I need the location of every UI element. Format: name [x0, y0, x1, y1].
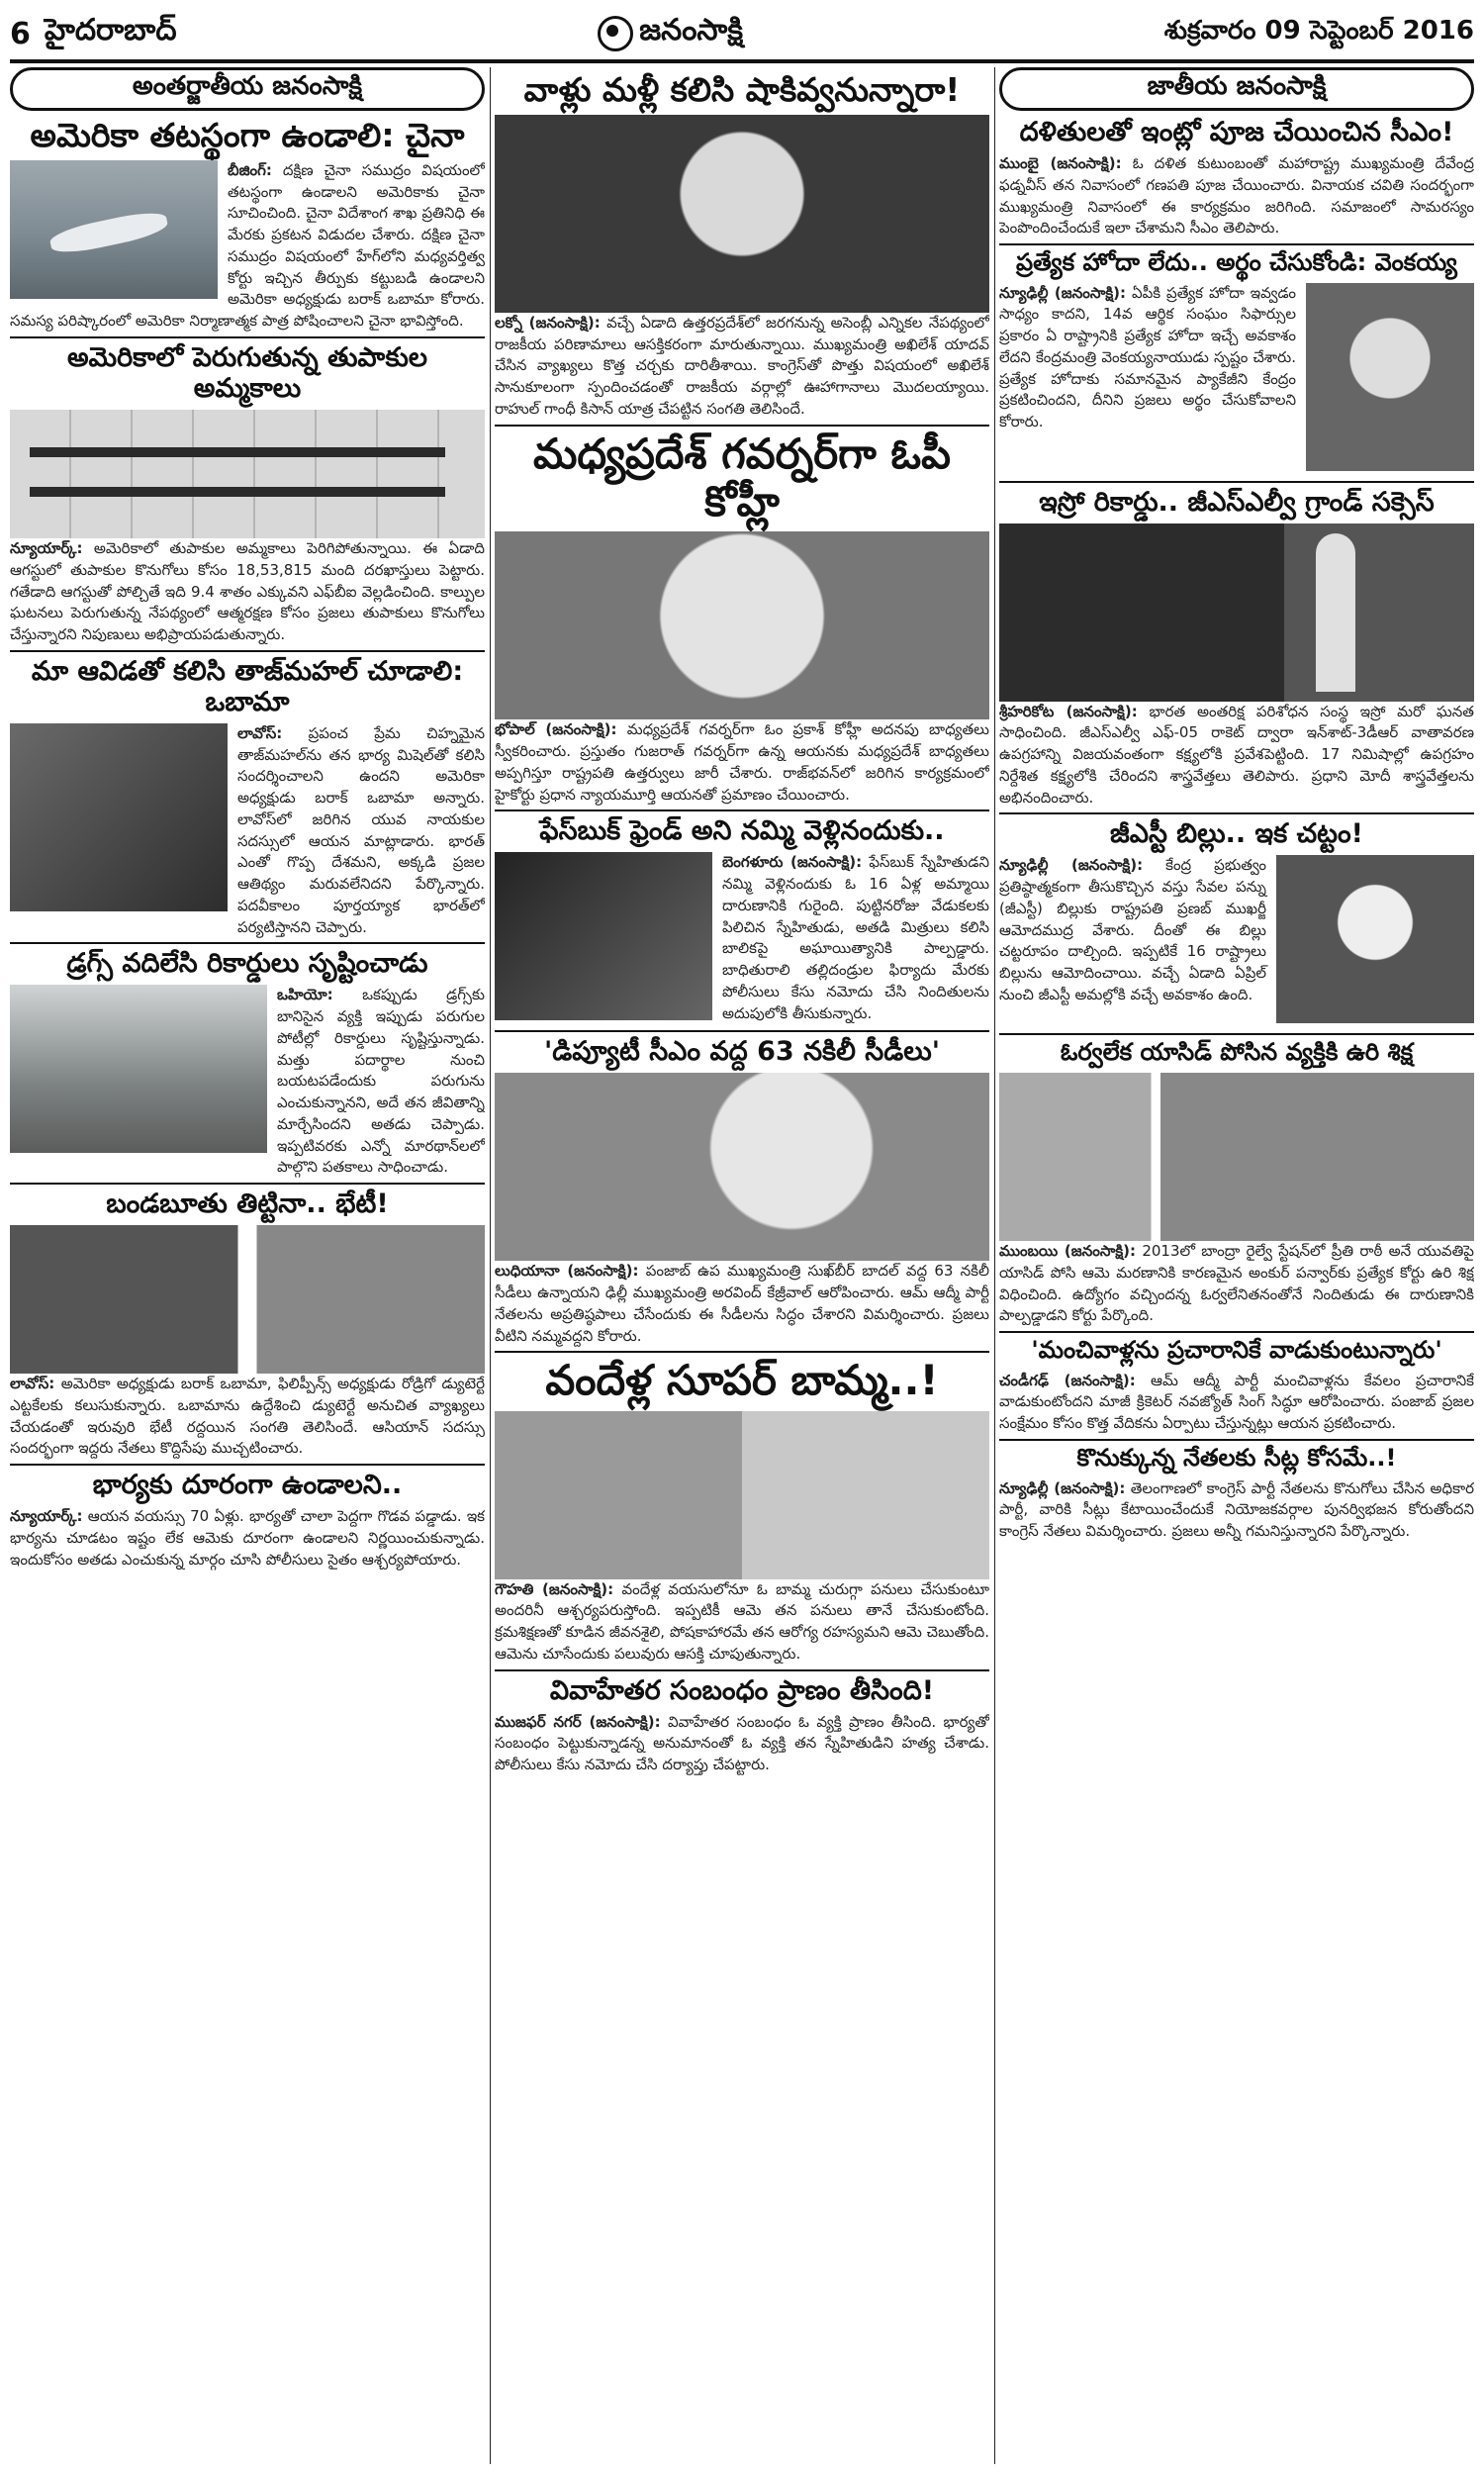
headline: కొనుక్కున్న నేతలకు సీట్ల కోసమే..!: [1076, 1443, 1397, 1472]
article-text: ఆమ్ ఆద్మీ పార్టీ మంచివాళ్లను కేవలం ప్రచారానికే వాడుకుంటోందని మాజీ క్రికెటర్ నవజ్యోత్ సింగ్ సిద్ధూ ఆరోపించారు. పంజాబ్ ప్రజల సంక్షేమం కోసం కొత్త వేదికను ఏర్పాటు చేస్తున్నట్లు ఆయన ప్రకటించారు.: [999, 1371, 1474, 1433]
headline: ప్రత్యేక హోదా లేదు.. అర్థం చేసుకోండి: వెంకయ్య: [1016, 248, 1457, 277]
headline: ఓర్వలేక యాసిడ్ పోసిన వ్యక్తికి ఉరి శిక్ష: [1060, 1038, 1414, 1067]
issue-date: శుక్రవారం 09 సెప్టెంబర్ 2016: [1163, 16, 1474, 46]
pranab-photo: [1276, 855, 1474, 1023]
dateline: గౌహతి (జనంసాక్షి):: [495, 1579, 614, 1598]
article-text: మధ్యప్రదేశ్ గవర్నర్‌గా ఓం ప్రకాశ్ కోహ్లీ అదనపు బాధ్యతలు స్వీకరించారు. ప్రస్తుతం గుజరాత్ గవర్నర్‌గా ఉన్న ఆయనకు మధ్యప్రదేశ్ బాధ్యతలు అప్పగిస్తూ రాష్ట్రపతి ఉత్తర్వులు జారీ చేశారు. రాజ్‌భవన్‌లో జరిగిన కార్యక్రమంలో హైకోర్టు ప్రధాన న్యాయమూర్తి ఆయనతో ప్రమాణం చేయించారు.: [495, 720, 989, 804]
article-text: వచ్చే ఏడాది ఉత్తరప్రదేశ్‌లో జరగనున్న అసెంబ్లీ ఎన్నికల నేపథ్యంలో రాజకీయ పరిణామాలు ఆసక్తికరంగా మారుతున్నాయి. ముఖ్యమంత్రి అఖిలేశ్ యాదవ్ చేసిన వ్యాఖ్యలు కొత్త చర్చకు దారితీశాయి. కాంగ్రెస్‌తో పొత్తు విషయంలో అఖిలేశ్ సానుకూలంగా స్పందించడంతో రాజకీయ వర్గాల్లో ఊహాగానాలు మొదలయ్యాయి. రాహుల్ గాంధీ కిసాన్ యాత్ర చేపట్టిన సంగతి తెలిసిందే.: [495, 313, 989, 418]
article: [495, 815, 989, 1026]
article-text: అమెరికా అధ్యక్షుడు బరాక్ ఒబామా, ఫిలిప్పీన్స్ అధ్యక్షుడు రోడ్రిగో డ్యుటెర్టే ఎట్టకేలకు కలుసుకున్నారు. ఒబామాను ఉద్దేశించి డ్యుటెర్టే అనుచిత వ్యాఖ్యలు చేయడంతో ఇరువురి భేటీ రద్దయిన సంగతి తెలిసిందే. ఆసియాన్ సదస్సు సందర్భంగా ఇద్దరు నేతలు కొద్దిసేపు ముచ్చటించారు.: [10, 1375, 485, 1458]
article-text: భారత అంతరిక్ష పరిశోధన సంస్థ ఇస్రో మరో ఘనత సాధించింది. జీఎస్ఎల్వీ ఎఫ్-05 రాకెట్ ద్వారా ఇన్‌శాట్-3డీఆర్ వాతావరణ ఉపగ్రహాన్ని విజయవంతంగా కక్ష్యలోకి ప్రవేశపెట్టింది. 17 నిమిషాల్లో ఉపగ్రహం నిర్దేశిత కక్ష్యలోకి చేరిందని శాస్త్రవేత్తలు తెలిపారు. ప్రధాని మోదీ శాస్త్రవేత్తలను అభినందించారు.: [999, 702, 1474, 807]
headline: డ్రగ్స్ వదిలేసి రికార్డులు సృష్టించాడు: [66, 948, 428, 980]
dateline: ముంబై (జనంసాక్షి):: [999, 154, 1122, 173]
article: [495, 430, 989, 807]
dateline: శ్రీహరికోట (జనంసాక్షి):: [999, 702, 1138, 720]
column-divider: [490, 67, 491, 2464]
article-body: [495, 313, 989, 421]
article-text: వందేళ్ల వయసులోనూ ఓ బామ్మ చురుగ్గా పనులు చేసుకుంటూ అందరినీ ఆశ్చర్యపరుస్తోంది. ఇప్పటికీ ఆమె తన పనులు తానే చేసుకుంటోంది. క్రమశిక్షణతో కూడిన జీవనశైలి, పోషకాహారమే తన ఆరోగ్య రహస్యమని ఆమె చెబుతోంది. ఆమెను చూసేందుకు పలువురు ఆసక్తి చూపుతున్నారు.: [495, 1579, 989, 1663]
dateline: న్యూయార్క్:: [10, 1507, 83, 1526]
dateline: ఒహియో:: [277, 986, 333, 1004]
kohli-photo: [495, 531, 989, 719]
article: [999, 249, 1474, 477]
acid-attack-photo: [999, 1073, 1474, 1241]
article-body: [10, 538, 485, 646]
divider: [10, 336, 485, 338]
article-text: అమెరికాలో తుపాకుల అమ్మకాలు పెరిగిపోతున్నాయి. ఈ ఏడాది ఆగస్టులో తుపాకుల కొనుగోలు కోసం 18,53,815 మంది దరఖాస్తులు పెట్టారు. గతేడాది ఆగస్టుతో పోల్చితే ఇది 9.4 శాతం ఎక్కువని ఎఫ్‌బీఐ వెల్లడించింది. కాల్పుల ఘటనలు పెరుగుతున్న నేపథ్యంలో ఆత్మరక్షణ కోసం ప్రజలు తుపాకులు కొనుగోలు చేస్తున్నారని నిపుణులు అభిప్రాయపడుతున్నారు.: [10, 539, 485, 644]
girl-photo: [495, 852, 712, 1020]
rocket-launch-photo: [999, 523, 1474, 702]
article: [999, 1039, 1474, 1327]
headline: దళితులతో ఇంట్లో పూజ చేయించిన సీఎం!: [1019, 117, 1454, 147]
headline: మా ఆవిడతో కలిసి తాజ్‌మహల్ చూడాలి: ఒబామా: [31, 655, 464, 717]
obama-couple-photo: [10, 723, 228, 911]
dateline: భోపాల్ (జనంసాక్షి):: [495, 720, 617, 739]
article: [10, 342, 485, 646]
article: [495, 1357, 989, 1665]
divider: [999, 243, 1474, 245]
masthead: [10, 8, 1474, 63]
headline: ఇస్రో రికార్డు.. జీఎస్ఎల్వీ గ్రాండ్ సక్సెస్: [1039, 486, 1435, 518]
article-text: దక్షిణ చైనా సముద్రం విషయంలో తటస్థంగా ఉండాలని అమెరికాకు చైనా సూచించింది. చైనా విదేశాంగ శాఖ ప్రతినిధి ఈ మేరకు ప్రకటన విడుదల చేశారు. దక్షిణ చైనా సముద్రం విషయంలో హేగ్‌లోని మధ్యవర్తిత్వ కోర్టు ఇచ్చిన తీర్పుకు కట్టుబడి ఉండాలని అమెరికా అధ్యక్షుడు బరాక్ ఒబామా కోరారు. సమస్య పరిష్కారంలో అమెరికా నిర్మాణాత్మక పాత్ర పోషించాలని చైనా భావిస్తోంది.: [10, 160, 485, 331]
headline: వాళ్లు మళ్లీ కలిసి షాకివ్వనున్నారా!: [523, 70, 961, 109]
headline: ఫేస్‌బుక్ ఫ్రెండ్ అని నమ్మి వెళ్లినందుకు..: [539, 815, 945, 847]
article-text: ఒకప్పుడు డ్రగ్స్‌కు బానిసైన వ్యక్తి ఇప్పుడు పరుగుల పోటీల్లో రికార్డులు సృష్టిస్తున్నాడు. మత్తు పదార్థాల నుంచి బయటపడేందుకు పరుగును ఎంచుకున్నానని, అదే తన జీవితాన్ని మార్చేసిందని అతడు చెప్పాడు. ఇప్పటివరకు ఎన్నో మారథాన్‌లలో పాల్గొని పతకాలు సాధించాడు.: [277, 986, 485, 1177]
headline: జీఎస్టీ బిల్లు.. ఇక చట్టం!: [1110, 818, 1363, 850]
divider: [495, 1030, 989, 1032]
divider: [495, 1669, 989, 1671]
article-body: [10, 1506, 485, 1570]
divider: [10, 650, 485, 652]
article-text: వివాహేతర సంబంధం ఓ వ్యక్తి ప్రాణం తీసింది. భార్యతో సంబంధం పెట్టుకున్నాడన్న అనుమానంతో ఓ వ్యక్తి తన స్నేహితుడిని హత్య చేశాడు. పోలీసులు కేసు నమోదు చేసి దర్యాప్తు చేపట్టారు.: [495, 1712, 989, 1774]
city-name: హైదరాబాద్: [44, 13, 177, 48]
grandma-photo: [495, 1411, 989, 1579]
divider: [495, 809, 989, 811]
guns-photo: [10, 410, 485, 538]
article-body: [495, 1261, 989, 1347]
masthead-left: [10, 13, 177, 54]
dateline: లుధియానా (జనంసాక్షి):: [495, 1262, 639, 1281]
akhilesh-photo: [495, 115, 989, 313]
dateline: న్యూఢిల్లీ (జనంసాక్షి):: [999, 283, 1127, 302]
article: [495, 71, 989, 421]
headline: మధ్యప్రదేశ్ గవర్నర్‌గా ఓపీ కోహ్లీ: [533, 428, 951, 525]
divider: [495, 425, 989, 427]
island-photo: [10, 160, 218, 299]
national-column: [999, 67, 1474, 2464]
headline: బండబూతు తిట్టినా.. భేటీ!: [106, 1189, 389, 1220]
article: [999, 818, 1474, 1029]
divider: [10, 1183, 485, 1185]
divider: [999, 812, 1474, 814]
article-body: [495, 1712, 989, 1776]
headline: అమెరికా తటస్థంగా ఉండాలి: చైనా: [30, 116, 465, 154]
divider: [999, 1331, 1474, 1333]
dateline: బీజింగ్:: [228, 160, 272, 179]
article-body: [999, 702, 1474, 809]
dateline: న్యూఢిల్లీ (జనంసాక్షి):: [999, 856, 1144, 875]
dateline: లక్నో (జనంసాక్షి):: [495, 313, 601, 332]
main-column: [495, 67, 989, 2464]
obama-duterte-photo: [10, 1225, 485, 1374]
article-body: [999, 1478, 1474, 1543]
dateline: న్యూఢిల్లీ (జనంసాక్షి):: [999, 1478, 1126, 1497]
divider: [10, 942, 485, 944]
dateline: లావోస్:: [237, 723, 283, 742]
headline: వివాహేతర సంబంధం ప్రాణం తీసింది!: [549, 1674, 935, 1706]
article-text: పంజాబ్ ఉప ముఖ్యమంత్రి సుఖ్‌బీర్ బాదల్ వద్ద 63 నకిలీ సీడీలు ఉన్నాయని ఢిల్లీ ముఖ్యమంత్రి అరవింద్ కేజ్రీవాల్ ఆరోపించారు. ఆమ్ ఆద్మీ పార్టీ నేతలను అప్రతిష్ఠపాలు చేసేందుకు ఈ సీడీలను సిద్ధం చేశారని విమర్శించారు. ప్రజలు వీటిని నమ్మవద్దని కోరారు.: [495, 1262, 989, 1345]
article: [10, 1470, 485, 1570]
dateline: ముంబయి (జనంసాక్షి):: [999, 1242, 1137, 1261]
article: [999, 487, 1474, 809]
eye-logo-icon: [598, 16, 633, 51]
article: [495, 1036, 989, 1347]
article-text: 2013లో బాంద్రా రైల్వే స్టేషన్‌లో ప్రీతి రాఠీ అనే యువతిపై యాసిడ్ పోసి ఆమె మరణానికి కారణమైన అంకుర్ పన్వార్‌కు ప్రత్యేక కోర్టు ఉరి శిక్ష విధించింది. ఉద్యోగం వచ్చిందన్న ఓర్వలేనితనంతోనే నిందితుడు ఈ దారుణానికి పాల్పడ్డాడని కోర్టు పేర్కొంది.: [999, 1242, 1474, 1325]
kejriwal-photo: [495, 1073, 989, 1261]
article: [999, 1337, 1474, 1435]
venkaiah-photo: [1306, 283, 1474, 471]
article: [10, 656, 485, 939]
article-body: [495, 1579, 989, 1665]
article: [495, 1675, 989, 1776]
article-text: తెలంగాణలో కాంగ్రెస్ పార్టీ నేతలను కొనుగోలు చేసిన అధికార పార్టీ, వారికి సీట్లు కేటాయించేందుకే నియోజకవర్గాల పునర్విభజన కోరుతోందని కాంగ్రెస్ నేతలు విమర్శించారు. ప్రజలు అన్నీ గమనిస్తున్నారని పేర్కొన్నారు.: [999, 1478, 1474, 1541]
article-body: [10, 1374, 485, 1460]
section-banner: జాతీయ జనంసాక్షి: [999, 67, 1474, 111]
dateline: ముజఫర్ నగర్ (జనంసాక్షి):: [495, 1712, 661, 1731]
article-text: ఫేస్‌బుక్ స్నేహితుడని నమ్మి వెళ్లినందుకు ఓ 16 ఏళ్ల అమ్మాయి దారుణానికి గురైంది. పుట్టినరోజు వేడుకలకు పిలిచిన స్నేహితుడు, అతడి మిత్రులు కలిసి బాలికపై అఘాయిత్యానికి పాల్పడ్డారు. బాధితురాలి తల్లిదండ్రుల ఫిర్యాదు మేరకు పోలీసులు కేసు నమోదు చేసి నిందితులను అదుపులోకి తీసుకున్నారు.: [722, 853, 989, 1022]
dateline: బెంగళూరు (జనంసాక్షి):: [722, 853, 863, 872]
section-banner: అంతర్జాతీయ జనంసాక్షి: [10, 67, 485, 111]
headline: అమెరికాలో పెరుగుతున్న తుపాకుల అమ్మకాలు: [66, 341, 428, 404]
article-text: ఆయన వయస్సు 70 ఏళ్లు. భార్యతో చాలా పెద్దగా గొడవ పడ్డాడు. ఇక భార్యను చూడటం ఇష్టం లేక ఆమెకు దూరంగా ఉండాలని నిర్ణయించుకున్నాడు. ఇందుకోసం అతడు ఎంచుకున్న మార్గం చూసి పోలీసులు సైతం ఆశ్చర్యపోయారు.: [10, 1507, 485, 1569]
article-body: [999, 1241, 1474, 1327]
headline: భార్యకు దూరంగా ఉండాలని..: [92, 1470, 403, 1501]
paper-logo: [598, 13, 743, 54]
article: [999, 117, 1474, 239]
article-text: ఓ దళిత కుటుంబంతో మహారాష్ట్ర ముఖ్యమంత్రి దేవేంద్ర ఫడ్నవీస్ తన నివాసంలో గణపతి పూజ చేయించారు. వినాయక చవితి సందర్భంగా ముఖ్యమంత్రి నివాసంలో ఈ కార్యక్రమం జరిగింది. సమాజంలో సామరస్యం పెంపొందించేందుకే ఇలా చేశామని సీఎం తెలిపారు.: [999, 154, 1474, 238]
headline: వందేళ్ల సూపర్ బామ్మ..!: [545, 1356, 939, 1405]
article-text: ప్రపంచ ప్రేమ చిహ్నమైన తాజ్‌మహల్‌ను తన భార్య మిషెల్‌తో కలిసి సందర్శించాలని ఉందని అమెరికా అధ్యక్షుడు బరాక్ ఒబామా అన్నారు. లావోస్‌లో జరిగిన యువ నాయకుల సదస్సులో ఆయన మాట్లాడారు. భారత్ ఎంతో గొప్ప దేశమని, అక్కడి ప్రజల ఆతిథ్యం మరువలేనిదని పేర్కొన్నారు. పదవీకాలం పూర్తయ్యాక భారత్‌లో పర్యటిస్తానని చెప్పారు.: [237, 723, 485, 936]
divider: [999, 1033, 1474, 1035]
divider: [999, 1439, 1474, 1441]
dateline: చండీగఢ్ (జనంసాక్షి):: [999, 1371, 1136, 1389]
article-body: [495, 719, 989, 806]
paper-name: జనంసాక్షి: [639, 13, 744, 48]
international-column: [10, 67, 485, 2464]
column-divider: [994, 67, 995, 2464]
divider: [10, 1464, 485, 1466]
headline: 'డిప్యూటీ సీఎం వద్ద 63 నకిలీ సీడీలు': [544, 1036, 940, 1068]
article-text: ఏపీకి ప్రత్యేక హోదా ఇవ్వడం సాధ్యం కాదని, 14వ ఆర్థిక సంఘం సిఫార్సుల ప్రకారం ఏ రాష్ట్రానికి ప్రత్యేక హోదా ఇచ్చే అవకాశం లేదని కేంద్రమంత్రి వెంకయ్యనాయుడు స్పష్టం చేశారు. ప్రత్యేక హోదాకు సమానమైన ప్యాకేజీని కేంద్రం ప్రకటించిందని, దీనిని ప్రజలు అర్థం చేసుకోవాలని కోరారు.: [999, 283, 1296, 431]
divider: [999, 481, 1474, 483]
article-body: [999, 1371, 1474, 1435]
headline: 'మంచివాళ్లను ప్రచారానికే వాడుకుంటున్నారు': [1031, 1336, 1442, 1365]
article-text: కేంద్ర ప్రభుత్వం ప్రతిష్ఠాత్మకంగా తీసుకొచ్చిన వస్తు సేవల పన్ను (జీఎస్టీ) బిల్లుకు రాష్ట్రపతి ప్రణబ్ ముఖర్జీ ఆమోదముద్ర వేశారు. దీంతో ఈ బిల్లు చట్టరూపం దాల్చింది. ఇప్పటికే 16 రాష్ట్రాలు బిల్లును ఆమోదించాయి. వచ్చే ఏడాది ఏప్రిల్ నుంచి జీఎస్టీ అమల్లోకి వచ్చే అవకాశం ఉంది.: [999, 856, 1266, 1003]
runner-photo: [10, 985, 267, 1153]
article: [10, 117, 485, 333]
dateline: లావోస్:: [10, 1375, 55, 1393]
page-number: 6: [10, 16, 31, 51]
article: [10, 1189, 485, 1460]
article: [10, 948, 485, 1179]
article-body: [999, 153, 1474, 239]
divider: [495, 1351, 989, 1353]
article: [999, 1445, 1474, 1543]
dateline: న్యూయార్క్:: [10, 539, 83, 558]
